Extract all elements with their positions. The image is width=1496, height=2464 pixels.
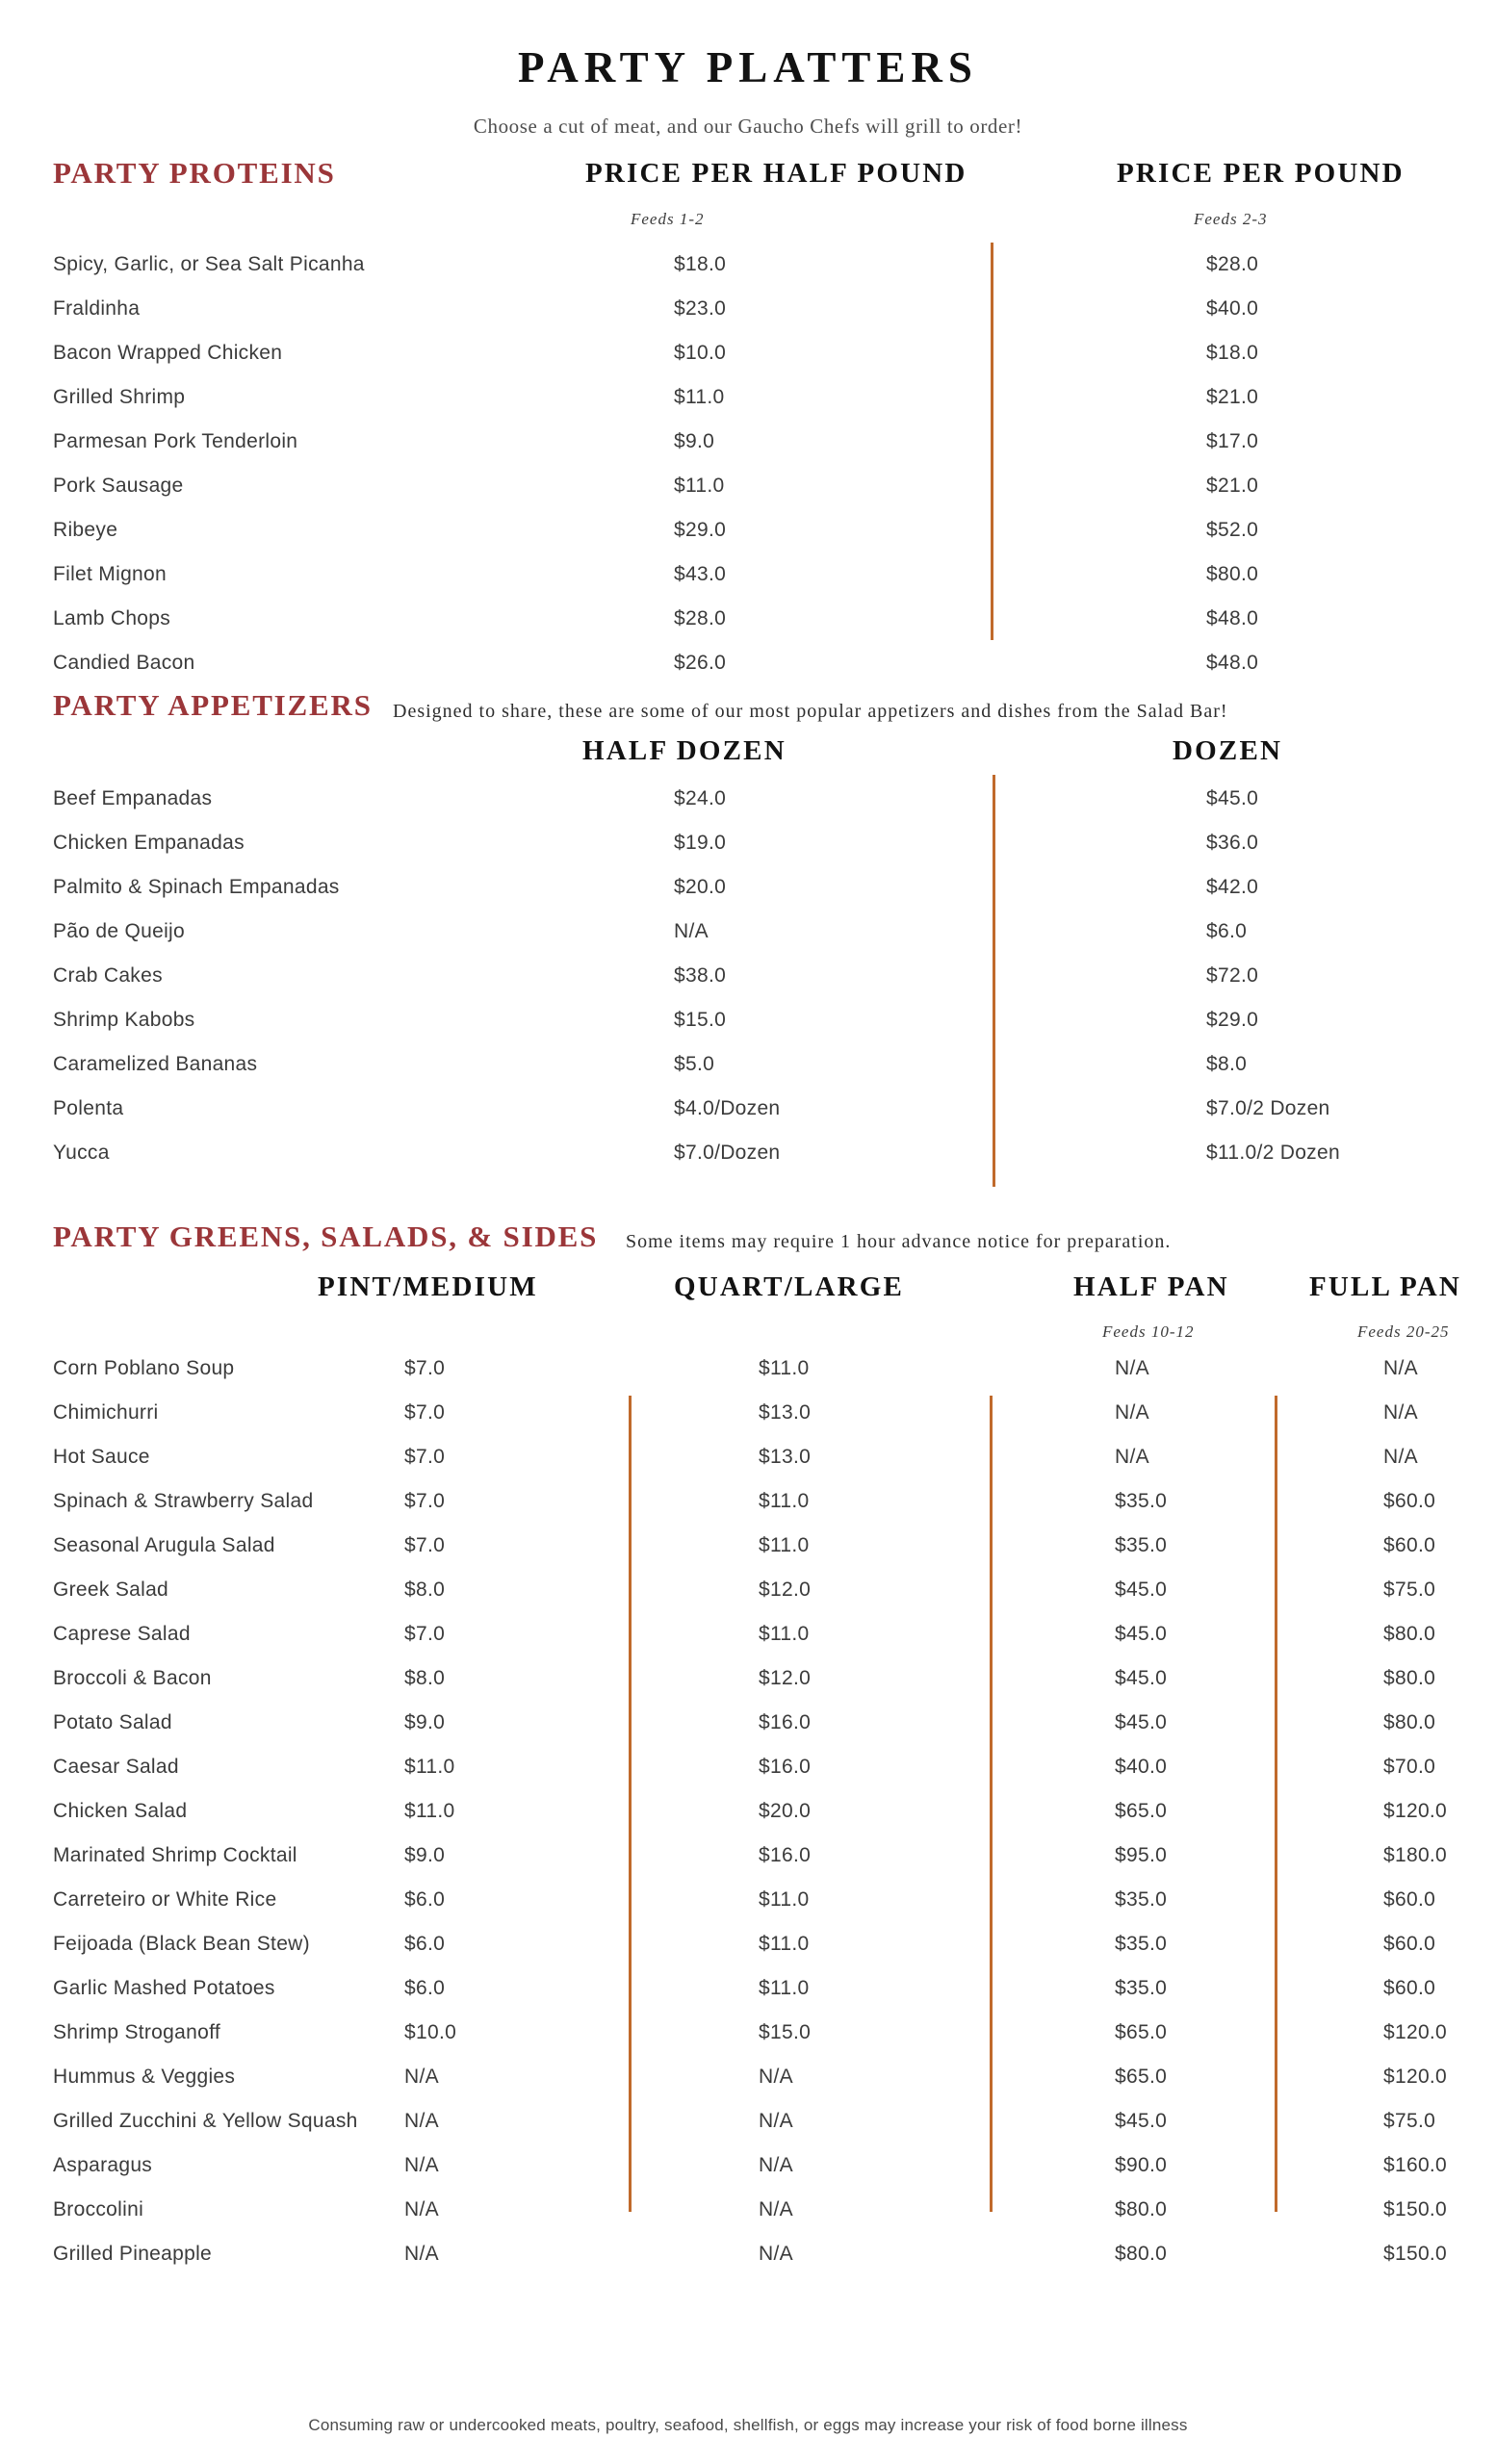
menu-item-name: Caramelized Bananas [53, 1053, 258, 1075]
menu-item-name: Polenta [53, 1097, 124, 1119]
menu-item-price: $48.0 [1206, 607, 1259, 629]
menu-item-price: $23.0 [674, 297, 727, 320]
menu-item-row [0, 1140, 1496, 1167]
menu-item-price: $17.0 [1206, 430, 1259, 452]
menu-item-name: Asparagus [53, 2154, 153, 2176]
menu-item-price: $11.0 [759, 1534, 810, 1556]
menu-item-price: $7.0 [404, 1490, 446, 1512]
menu-item-price: N/A [404, 2243, 439, 2265]
column-divider [1275, 1396, 1277, 2212]
menu-item-row [0, 2019, 1496, 2046]
menu-item-price: $15.0 [759, 2021, 812, 2043]
menu-item-price: $80.0 [1383, 1667, 1436, 1689]
menu-item-price: $45.0 [1115, 1667, 1168, 1689]
menu-item-price: $120.0 [1383, 2021, 1448, 2043]
menu-item-price: $80.0 [1115, 2243, 1168, 2265]
menu-item-name: Beef Empanadas [53, 787, 213, 809]
menu-item-row [0, 1488, 1496, 1515]
menu-item-price: $6.0 [404, 1888, 446, 1911]
section-title-appetizers: PARTY APPETIZERS [53, 688, 373, 722]
menu-item-price: $38.0 [674, 964, 727, 987]
menu-item-price: $11.0 [759, 1357, 810, 1379]
menu-item-row [0, 1532, 1496, 1559]
menu-item-name: Grilled Pineapple [53, 2243, 213, 2265]
menu-item-name: Pão de Queijo [53, 920, 185, 942]
menu-item-row [0, 1007, 1496, 1034]
menu-item-price: $150.0 [1383, 2243, 1448, 2265]
column-header-proteins-0: PRICE PER HALF POUND [585, 158, 967, 189]
menu-item-name: Broccolini [53, 2198, 144, 2220]
menu-item-price: $11.0 [759, 1490, 810, 1512]
column-divider [993, 775, 995, 1187]
menu-item-name: Garlic Mashed Potatoes [53, 1977, 275, 1999]
menu-item-row [0, 1399, 1496, 1426]
menu-item-name: Lamb Chops [53, 607, 171, 629]
menu-item-name: Feijoada (Black Bean Stew) [53, 1933, 310, 1955]
column-divider [991, 243, 993, 640]
menu-item-row [0, 473, 1496, 500]
menu-item-row [0, 1798, 1496, 1825]
section-title-proteins: PARTY PROTEINS [53, 156, 336, 190]
menu-item-name: Hot Sauce [53, 1446, 150, 1468]
menu-item-price: $60.0 [1383, 1490, 1436, 1512]
column-divider [990, 1396, 993, 2212]
menu-item-price: $6.0 [404, 1977, 446, 1999]
menu-item-price: $35.0 [1115, 1490, 1168, 1512]
menu-item-price: N/A [759, 2154, 793, 2176]
menu-item-price: $11.0 [759, 1888, 810, 1911]
menu-item-price: N/A [759, 2110, 793, 2132]
menu-item-price: $45.0 [1115, 1623, 1168, 1645]
column-header-appetizers-1: DOZEN [1173, 735, 1283, 766]
menu-item-name: Chicken Empanadas [53, 832, 245, 854]
menu-item-row [0, 874, 1496, 901]
menu-item-price: N/A [1115, 1446, 1149, 1468]
menu-item-price: $9.0 [404, 1844, 446, 1866]
menu-item-price: $11.0 [674, 475, 725, 497]
menu-item-row [0, 1621, 1496, 1648]
menu-item-name: Shrimp Kabobs [53, 1009, 195, 1031]
menu-item-name: Chimichurri [53, 1401, 159, 1424]
menu-item-price: $12.0 [759, 1667, 812, 1689]
menu-item-name: Caprese Salad [53, 1623, 191, 1645]
menu-item-name: Corn Poblano Soup [53, 1357, 235, 1379]
menu-item-name: Fraldinha [53, 297, 141, 320]
menu-item-price: $6.0 [404, 1933, 446, 1955]
menu-item-price: $7.0/Dozen [674, 1142, 781, 1164]
menu-item-price: $13.0 [759, 1401, 812, 1424]
menu-item-name: Candied Bacon [53, 652, 195, 674]
menu-item-row [0, 1842, 1496, 1869]
menu-item-price: $16.0 [759, 1711, 812, 1733]
menu-item-name: Spicy, Garlic, or Sea Salt Picanha [53, 253, 365, 275]
menu-item-name: Yucca [53, 1142, 110, 1164]
menu-item-row [0, 2196, 1496, 2223]
menu-item-name: Ribeye [53, 519, 118, 541]
menu-item-row [0, 1355, 1496, 1382]
menu-item-row [0, 384, 1496, 411]
menu-item-price: $95.0 [1115, 1844, 1168, 1866]
menu-item-price: N/A [1115, 1401, 1149, 1424]
menu-item-row [0, 517, 1496, 544]
menu-item-price: $35.0 [1115, 1933, 1168, 1955]
menu-item-row [0, 605, 1496, 632]
menu-item-price: $60.0 [1383, 1888, 1436, 1911]
menu-item-name: Crab Cakes [53, 964, 163, 987]
column-feeds-label-greens-2: Feeds 10-12 [1102, 1322, 1195, 1341]
menu-item-name: Palmito & Spinach Empanadas [53, 876, 340, 898]
menu-item-price: $120.0 [1383, 2066, 1448, 2088]
menu-item-price: $72.0 [1206, 964, 1259, 987]
menu-item-price: N/A [404, 2110, 439, 2132]
menu-item-price: $35.0 [1115, 1534, 1168, 1556]
menu-item-price: $8.0 [1206, 1053, 1248, 1075]
menu-item-price: $29.0 [674, 519, 727, 541]
menu-item-price: N/A [404, 2154, 439, 2176]
menu-item-price: $11.0 [674, 386, 725, 408]
menu-item-price: $18.0 [674, 253, 727, 275]
menu-item-name: Marinated Shrimp Cocktail [53, 1844, 297, 1866]
menu-item-price: $160.0 [1383, 2154, 1448, 2176]
menu-item-price: $80.0 [1383, 1623, 1436, 1645]
menu-item-price: $7.0 [404, 1401, 446, 1424]
menu-item-row [0, 1754, 1496, 1781]
menu-item-price: $7.0 [404, 1357, 446, 1379]
menu-item-price: $70.0 [1383, 1756, 1436, 1778]
menu-item-row [0, 1577, 1496, 1604]
menu-item-price: $60.0 [1383, 1933, 1436, 1955]
menu-item-price: $45.0 [1115, 2110, 1168, 2132]
menu-item-price: $45.0 [1115, 1578, 1168, 1601]
menu-item-row [0, 1975, 1496, 2002]
menu-item-price: N/A [1115, 1357, 1149, 1379]
menu-item-price: $4.0/Dozen [674, 1097, 781, 1119]
page-subtitle: Choose a cut of meat, and our Gaucho Chefs will grill to order! [473, 115, 1023, 138]
section-note-appetizers: Designed to share, these are some of our most popular appetizers and dishes from the Salad Bar! [393, 701, 1228, 722]
column-feeds-label-greens-3: Feeds 20-25 [1357, 1322, 1450, 1341]
menu-item-price: N/A [759, 2066, 793, 2088]
menu-item-name: Greek Salad [53, 1578, 169, 1601]
menu-item-price: $24.0 [674, 787, 727, 809]
menu-item-price: $35.0 [1115, 1977, 1168, 1999]
menu-item-price: $28.0 [674, 607, 727, 629]
menu-item-row [0, 830, 1496, 857]
menu-item-price: $12.0 [759, 1578, 812, 1601]
menu-item-price: $35.0 [1115, 1888, 1168, 1911]
menu-item-price: $40.0 [1206, 297, 1259, 320]
menu-item-price: $42.0 [1206, 876, 1259, 898]
menu-item-price: $8.0 [404, 1578, 446, 1601]
menu-item-row [0, 340, 1496, 367]
menu-item-name: Caesar Salad [53, 1756, 179, 1778]
menu-item-name: Carreteiro or White Rice [53, 1888, 277, 1911]
menu-item-name: Bacon Wrapped Chicken [53, 342, 283, 364]
menu-item-price: $45.0 [1206, 787, 1259, 809]
menu-item-price: $21.0 [1206, 386, 1259, 408]
menu-item-price: $16.0 [759, 1756, 812, 1778]
menu-item-price: $75.0 [1383, 2110, 1436, 2132]
menu-item-price: $9.0 [404, 1711, 446, 1733]
menu-item-row [0, 1095, 1496, 1122]
menu-item-price: $36.0 [1206, 832, 1259, 854]
menu-item-row [0, 428, 1496, 455]
menu-item-row [0, 251, 1496, 278]
menu-item-price: $7.0 [404, 1534, 446, 1556]
column-header-greens-3: FULL PAN [1309, 1271, 1462, 1302]
menu-item-price: $52.0 [1206, 519, 1259, 541]
menu-item-price: $80.0 [1115, 2198, 1168, 2220]
menu-item-price: $7.0 [404, 1446, 446, 1468]
menu-item-row [0, 1444, 1496, 1471]
menu-item-price: $180.0 [1383, 1844, 1448, 1866]
menu-item-name: Seasonal Arugula Salad [53, 1534, 275, 1556]
menu-item-row [0, 295, 1496, 322]
menu-item-price: N/A [404, 2198, 439, 2220]
menu-item-price: $120.0 [1383, 1800, 1448, 1822]
menu-item-name: Grilled Zucchini & Yellow Squash [53, 2110, 358, 2132]
menu-item-row [0, 2241, 1496, 2268]
menu-item-price: $45.0 [1115, 1711, 1168, 1733]
menu-item-price: $11.0 [759, 1623, 810, 1645]
menu-item-price: $150.0 [1383, 2198, 1448, 2220]
menu-item-name: Shrimp Stroganoff [53, 2021, 220, 2043]
menu-item-name: Hummus & Veggies [53, 2066, 236, 2088]
menu-item-row [0, 1665, 1496, 1692]
menu-item-price: N/A [759, 2198, 793, 2220]
menu-item-price: $21.0 [1206, 475, 1259, 497]
section-title-greens: PARTY GREENS, SALADS, & SIDES [53, 1219, 599, 1253]
menu-item-row [0, 785, 1496, 812]
menu-item-price: $7.0/2 Dozen [1206, 1097, 1330, 1119]
menu-item-price: $11.0 [759, 1977, 810, 1999]
menu-item-price: $19.0 [674, 832, 727, 854]
menu-item-price: N/A [759, 2243, 793, 2265]
menu-item-price: $26.0 [674, 652, 727, 674]
menu-item-price: $10.0 [674, 342, 727, 364]
menu-item-row [0, 561, 1496, 588]
menu-item-name: Broccoli & Bacon [53, 1667, 212, 1689]
menu-item-name: Parmesan Pork Tenderloin [53, 430, 298, 452]
menu-item-name: Spinach & Strawberry Salad [53, 1490, 314, 1512]
menu-item-price: $13.0 [759, 1446, 812, 1468]
menu-item-row [0, 918, 1496, 945]
menu-item-price: $65.0 [1115, 2066, 1168, 2088]
section-note-greens: Some items may require 1 hour advance notice for preparation. [626, 1231, 1172, 1252]
menu-item-price: $11.0 [759, 1933, 810, 1955]
menu-item-price: $11.0/2 Dozen [1206, 1142, 1340, 1164]
menu-item-price: $43.0 [674, 563, 727, 585]
menu-item-price: $10.0 [404, 2021, 457, 2043]
menu-item-price: $7.0 [404, 1623, 446, 1645]
menu-item-price: $8.0 [404, 1667, 446, 1689]
column-feeds-label-proteins-1: Feeds 2-3 [1194, 210, 1268, 228]
menu-item-price: $11.0 [404, 1756, 455, 1778]
menu-item-price: $29.0 [1206, 1009, 1259, 1031]
menu-item-price: N/A [1383, 1401, 1418, 1424]
menu-item-name: Chicken Salad [53, 1800, 188, 1822]
menu-item-price: $11.0 [404, 1800, 455, 1822]
menu-item-price: $40.0 [1115, 1756, 1168, 1778]
menu-item-price: $20.0 [759, 1800, 812, 1822]
column-header-greens-0: PINT/MEDIUM [318, 1271, 538, 1302]
menu-item-price: $15.0 [674, 1009, 727, 1031]
menu-item-price: $48.0 [1206, 652, 1259, 674]
menu-item-price: $60.0 [1383, 1534, 1436, 1556]
column-divider [629, 1396, 632, 2212]
menu-item-price: $80.0 [1206, 563, 1259, 585]
menu-item-price: $16.0 [759, 1844, 812, 1866]
menu-item-price: $28.0 [1206, 253, 1259, 275]
menu-item-row [0, 1051, 1496, 1078]
column-header-appetizers-0: HALF DOZEN [582, 735, 787, 766]
menu-item-row [0, 2108, 1496, 2135]
menu-item-price: $60.0 [1383, 1977, 1436, 1999]
menu-item-price: $80.0 [1383, 1711, 1436, 1733]
menu-item-row [0, 650, 1496, 677]
menu-item-price: N/A [1383, 1357, 1418, 1379]
menu-item-price: $75.0 [1383, 1578, 1436, 1601]
column-feeds-label-proteins-0: Feeds 1-2 [631, 210, 705, 228]
menu-item-price: $9.0 [674, 430, 715, 452]
menu-item-price: N/A [1383, 1446, 1418, 1468]
menu-item-row [0, 1931, 1496, 1958]
column-header-greens-1: QUART/LARGE [674, 1271, 905, 1302]
footer-disclaimer: Consuming raw or undercooked meats, poultry, seafood, shellfish, or eggs may increase your risk of food borne illness [308, 2416, 1188, 2434]
menu-item-price: $65.0 [1115, 1800, 1168, 1822]
page-title: PARTY PLATTERS [518, 43, 978, 91]
menu-item-row [0, 1886, 1496, 1913]
menu-item-row [0, 1709, 1496, 1736]
menu-item-name: Grilled Shrimp [53, 386, 186, 408]
column-header-proteins-1: PRICE PER POUND [1117, 158, 1405, 189]
menu-item-price: $6.0 [1206, 920, 1248, 942]
menu-item-price: N/A [674, 920, 709, 942]
menu-item-row [0, 2152, 1496, 2179]
menu-item-price: $5.0 [674, 1053, 715, 1075]
menu-item-row [0, 962, 1496, 989]
menu-item-price: $65.0 [1115, 2021, 1168, 2043]
menu-item-name: Potato Salad [53, 1711, 172, 1733]
menu-item-name: Filet Mignon [53, 563, 167, 585]
menu-item-name: Pork Sausage [53, 475, 184, 497]
menu-item-price: N/A [404, 2066, 439, 2088]
menu-item-price: $90.0 [1115, 2154, 1168, 2176]
menu-item-price: $20.0 [674, 876, 727, 898]
menu-item-row [0, 2064, 1496, 2091]
menu-item-price: $18.0 [1206, 342, 1259, 364]
column-header-greens-2: HALF PAN [1073, 1271, 1229, 1302]
